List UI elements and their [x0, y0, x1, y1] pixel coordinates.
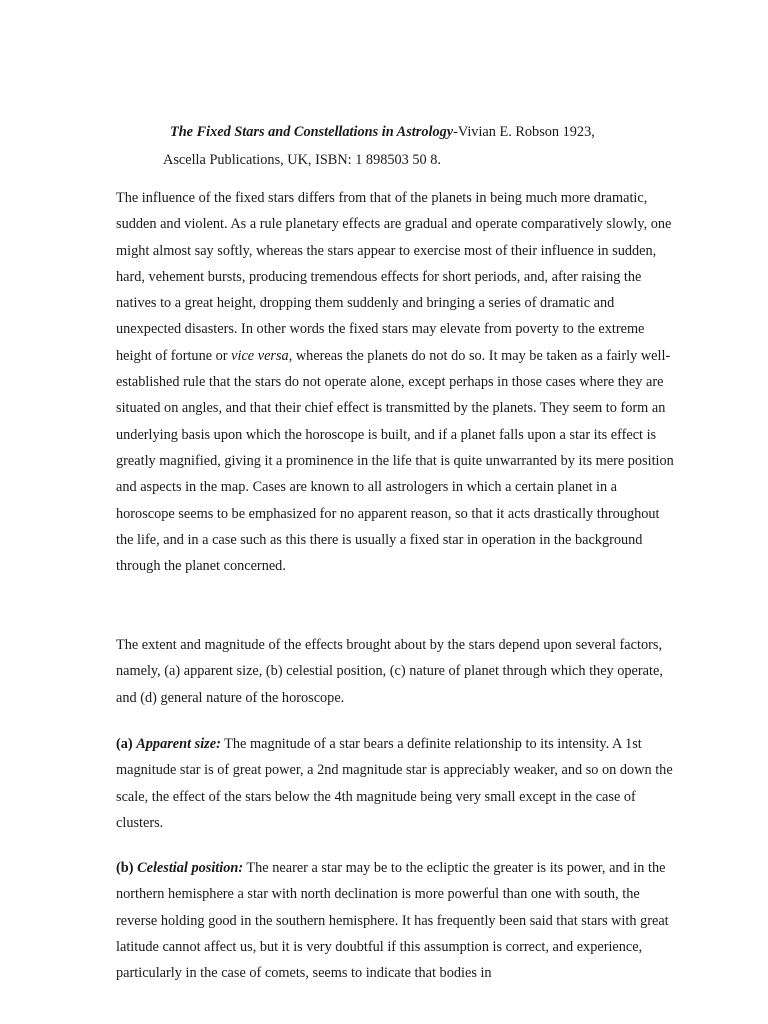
author-year: -Vivian E. Robson 1923,	[453, 124, 595, 140]
celestial-position-tag: (b)	[116, 860, 134, 876]
intro-text-part1: The influence of the fixed stars differs from that of the planets in being much more dramatic, sudden and violent. As a rule planetary effects are gradual and operate comparatively slowly, one might almost say softly, whereas the stars appear to exercise most of their influence in sudden, hard, vehement bursts, producing tremendous effects for short periods, and, after raising the natives to a great height, dropping them suddenly and bringing a series of dramatic and unexpected disasters. In other words the fixed stars may elevate from poverty to the extreme height of fortune or	[116, 190, 672, 364]
intro-emphasis: vice versa,	[231, 347, 293, 364]
paragraph-intro	[116, 185, 678, 579]
intro-text-part2: whereas the planets do not do so. It may be taken as a fairly well-established rule that the stars do not operate alone, except perhaps in those cases where they are situated on angles, and that their chief effect is transmitted by the planets. They seem to form an underlying basis upon which the horoscope is built, and if a planet falls upon a star its effect is greatly magnified, giving it a prominence in the life that is quite unwarranted by its mere position and aspects in the map. Cases are known to all astrologers in which a certain planet in a horoscope seems to be emphasized for no apparent reason, so that it acts drastically throughout the life, and in a case such as this there is usually a fixed star in operation in the background through the planet concerned.	[116, 347, 674, 575]
paragraph-apparent-size	[116, 731, 678, 836]
publisher-isbn: Ascella Publications, UK, ISBN: 1 898503 50 8.	[163, 152, 441, 168]
celestial-position-term: Celestial position:	[137, 860, 244, 876]
celestial-position-text: The nearer a star may be to the ecliptic the greater is its power, and in the northern hemisphere a star with north declination is more powerful than one with south, the reverse holding good in the southern hemisphere. It has frequently been said that stars with great latitude cannot affect us, but it is very doubtful if this assumption is correct, and experience, particularly in the case of comets, seems to indicate that bodies in	[116, 860, 669, 982]
apparent-size-text: The magnitude of a star bears a definite relationship to its intensity. A 1st magnitude star is of great power, a 2nd magnitude star is appreciably weaker, and so on down the scale, the effect of the stars below the 4th magnitude being very small except in the case of clusters.	[116, 736, 673, 831]
citation	[163, 118, 730, 174]
factors-text: The extent and magnitude of the effects brought about by the stars depend upon several factors, namely, (a) apparent size, (b) celestial position, (c) nature of planet through which they operate, and (d) general nature of the horoscope.	[116, 637, 663, 706]
paragraph-factors	[116, 632, 678, 711]
paragraph-celestial-position	[116, 855, 678, 986]
book-title: The Fixed Stars and Constellations in Astrology	[170, 124, 454, 140]
apparent-size-tag: (a)	[116, 736, 133, 752]
apparent-size-term: Apparent size:	[136, 736, 221, 752]
